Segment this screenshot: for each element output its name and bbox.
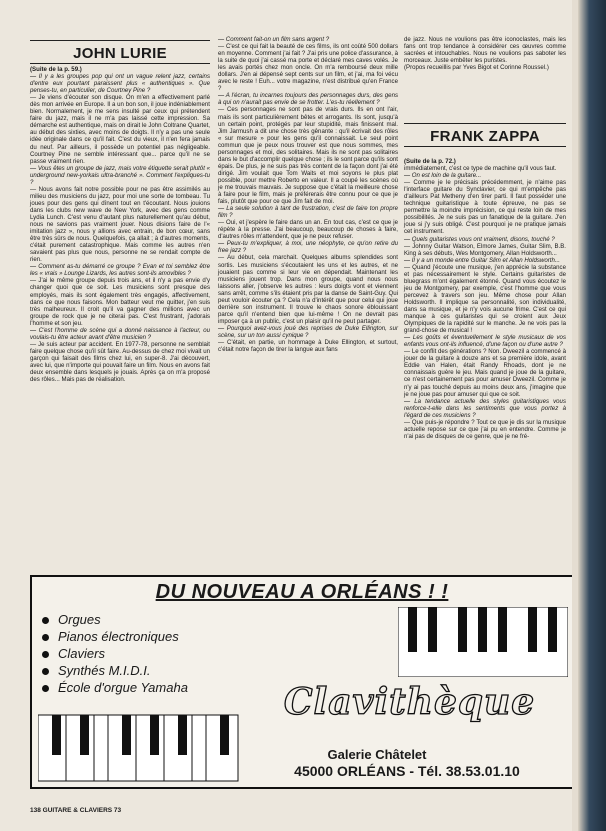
question: — C'est l'homme de scène qui a donné naissance à l'acteur, ou voulais-tu être acteur avant d'être musicien ? — [30, 326, 210, 341]
right-column-top — [404, 36, 566, 71]
ad-address-line2: 45000 ORLÉANS - Tél. 38.53.01.10 — [294, 763, 520, 779]
magazine-name: GUITARE & CLAVIERS 73 — [42, 807, 122, 814]
answer: — Oui, et j'espère le faire dans un an. En tout cas, c'est ce que je répète à la presse. J'ai beaucoup, beaucoup de choses à faire, d'autres rôles m'attendent, que je ne peux refuser. — [218, 219, 398, 241]
continued-note: (Suite de la p. 59.) — [30, 66, 82, 73]
answer: — J'ai le même groupe depuis trois ans, et il n'y a pas envie d'y changer quoi que ce soit. Les musiciens sont presque des employés, mais ils sont également très engagés, affectivement, dans ce que nous faisons. Mon batteur veut me quitter, j'en suis très malheureux. Il croit qu'il va gagner des millions avec un groupe de rock que je ne citerai pas. C'est frustrant, j'adorais l'homme et son jeu. — [30, 277, 210, 327]
answer: — C'était, en partie, un hommage à Duke Ellington, et surtout, c'était notre façon de tirer la langue aux fans — [218, 339, 398, 354]
piano-keys-top-illustration — [398, 607, 568, 677]
advertisement-clavitheque — [30, 575, 574, 789]
list-item: Pianos électroniques — [42, 628, 188, 645]
title-rule-top — [404, 123, 566, 124]
question: — Comment fait-on un film sans argent ? — [218, 36, 330, 43]
adjacent-page-edge — [578, 0, 606, 831]
middle-column — [218, 36, 398, 353]
list-item: Orgues — [42, 611, 188, 628]
answer: — Nous avons fait notre possible pour ne pas être assimilés au milieu des musiciens du jazz, pour moi une sorte de tombeau. Tu joues pour des gens qui dînent tout en t'écoutant. Nous jouions dans les clubs new wave de New York, avec des gens comme Lydia Lunch. C'est venu d'autant plus naturellement qu'au début, nous ne savions pas vraiment jouer. Nous disions faire de l'« imitation jazz », nous y allions avec entrain, de bon cœur, sans être très sûrs de nous. Quelquefois, ça allait ; à d'autres moments, c'était purement catastrophique. Mais comme les autres n'en savaient pas plus que nous, personne ne se rendait compte de rien. — [30, 185, 210, 264]
question: — A l'écran, tu incarnes toujours des personnages durs, des gens à qui on n'aurait pas envie de se frotter. L'es-tu réellement ? — [218, 92, 398, 107]
page-number: 138 — [30, 807, 41, 814]
article-title-frank-zappa: FRANK ZAPPA — [430, 128, 540, 145]
question: — Pourquoi avez-vous joué des reprises de Duke Ellington, sur scène, sur un ton aussi cynique ? — [218, 324, 398, 339]
left-column — [30, 66, 210, 383]
question: — Quels guitaristes vous ont vraiment, disons, touché ? — [404, 235, 555, 243]
question: — Vous êtes un groupe de jazz, mais votre étiquette serait plutôt « underground new-yorkais ultra-branché ». Comment l'expliques-tu ? — [30, 164, 210, 186]
question: — La seule solution à tant de frustration, c'est de faire ton propre film ? — [218, 205, 398, 220]
article-title-john-lurie: JOHN LURIE — [73, 45, 167, 62]
question: — On est loin de la guitare... — [404, 172, 482, 180]
list-item: Synthés M.I.D.I. — [42, 662, 188, 679]
right-column — [404, 158, 566, 440]
question: — Peux-tu m'expliquer, à moi, une néophyte, ce qu'on retire du free jazz ? — [218, 240, 398, 255]
question: — La tendance actuelle des styles guitaristiques vous renforce-t-elle dans les sentiments que vous portez à l'égard de ces musiciens ? — [404, 397, 566, 419]
answer: — Quand j'écoute une musique, j'en apprécie la substance et pas nécessairement le style. Certains guitaristes de bluegrass m'ont également étonné. Quand vous écoutez le jeu de Montgomery, par exemple, c'est l'homme que vous percevez à travers son jeu. Même chose pour Allan Holdsworth. Il implique sa personnalité, son individualité, dans sa musique, et je n'y vois aucune frime. C'est ce qui manque à ces guitaristes qui se croient aux Jeux Olympiques de la rapidité sur le manche. Je ne vois pas la grand-chose de musical ! — [404, 263, 566, 335]
list-item: Claviers — [42, 645, 188, 662]
title-rule-bottom — [30, 63, 210, 64]
bullet-icon — [42, 668, 49, 675]
title-rule-bottom — [404, 146, 566, 147]
answer: de jazz. Nous ne voulions pas être iconoclastes, mais les fans ont trop tendance à considérer ces œuvres comme sacrées et intouchables. Nous ne voulions pas saboter les morceaux. Juste embêter les puristes. — [404, 36, 566, 65]
answer: — Que puis-je répondre ? Tout ce que je dis sur la musique actuelle repose sur ce que j'ai pu en entendre. Comme je n'ai pas de disques de ce genre, que je ne fré- — [404, 418, 566, 440]
question: — Les goûts et éventuellement le style musicaux de vos enfants vous ont-ils influencé, d'une façon ou d'une autre ? — [404, 334, 566, 349]
bullet-icon — [42, 617, 49, 624]
answer: immédiatement, c'est ce type de machine qu'il vous faut. — [404, 165, 557, 173]
bullet-icon — [42, 634, 49, 641]
question: — Comment as-tu démarré ce groupe ? Evan et toi semblez être les « vrais » Lounge Lizards, les autres sont-ils amovibles ? — [30, 263, 210, 278]
question: — Il y a un monde entre Guitar Slim et Allan Holdsworth... — [404, 256, 560, 264]
answer: — C'est ce qui fait la beauté de ces films, ils ont coûté 500 dollars en moyenne. Comment j'ai fait ? J'ai pris une police d'assurance, à la suite de quoi j'ai cassé ma porte et déclaré mes caves volés. Je les avais portés chez mon oncle. On m'a remboursé deux mille dollars. J'en ai dépensé sept cents sur un film, et j'ai, ma foi vécu avec le reste ! Euh... votre magazine, n'est distribué qu'en France ? — [218, 43, 398, 93]
answer: — Johnny Guitar Watson, Elmore James, Guitar Slim, B.B. King à ses débuts, Wes Montgomery, Allan Holdsworth... — [404, 242, 566, 257]
ad-product-list — [42, 611, 188, 696]
bullet-icon — [42, 651, 49, 658]
answer: — Je viens d'écouter son disque. On m'en a effectivement parlé dès mon arrivée en Europe. Il a un bon son, il joue indéniablement bien. Normalement, je me sens insulté par ceux qui prétendent faire du jazz, mais il ne m'a pas laissé cette impression. Sa démarche est authentique, mais on dirait le John Coltrane Quartet, au début des sixties, avec moins de doigts. Il n'y a pas une seule idée originale dans ce qu'il fait. C'est du vieux, il n'en fera jamais du neuf. Par ailleurs, il possède un potentiel pas négligeable. Courtney Pine ne semble intéressant que... parce qu'il ne se passe vraiment rien. — [30, 94, 210, 165]
list-item: École d'orgue Yamaha — [42, 679, 188, 696]
question: — Il y a les groupes pop qui ont un vague relent jazz, certains d'entre eux pourtant paraissent plus « authentiques ». Que penses-tu, en particulier, de Courtney Pine ? — [30, 73, 210, 95]
ad-headline: DU NOUVEAU A ORLÉANS ! ! — [155, 581, 449, 603]
answer: — Au début, cela marchait. Quelques albums splendides sont sortis. Les musiciens s'écoutaient les uns et les autres, et ne jouaient pas comme si leur vie en dépendait. Maintenant les musiciens jouent trop. Dans mon groupe, quand nous nous laissons aller, j'observe les autres : leurs doigts vont et viennent sans arrêt, comme s'ils étaient pris par la danse de Saint-Guy. Qui peut vouloir écouter ça ? Cela n'a d'intérêt que pour celui qui joue derrière son instrument. Il trouve le chaos sonore éblouissant parce qu'il n'entend bien que lui-même ! On ne devrait pas imposer ça à un public, c'est un plaisir qu'il ne peut partager. — [218, 254, 398, 325]
continued-note: (Suite de la p. 72.) — [404, 158, 456, 165]
credits: (Propos recueillis par Yves Bigot et Corinne Roussel.) — [404, 64, 549, 72]
bullet-icon — [42, 685, 49, 692]
page-footer — [30, 807, 121, 814]
title-rule-top — [30, 40, 210, 41]
answer: — Comme je le précisais précédemment, je n'aime pas l'interface guitare du Synclavier, ce qui m'empêche pas d'ailleurs Pat Metheny d'en tirer parti. Il faut posséder une technique guitaristique à toute épreuve, ne pas se permettre la moindre imprécision, ce qui reste loin de mes possibilités. Je ne suis pas un fanatique de la guitare. J'en joue si j'y suis obligé. C'est pourquoi je ne pratique jamais cet instrument. — [404, 179, 566, 236]
answer: — Ces personnages ne sont pas de vrais durs. Ils en ont l'air, mais ils sont particulièrement bêtes et arrogants. Ils sont, jusqu'à un certain point, protégés par leur stupidité, mais finissent mal. Jim Jarmush a dit une chose très gênante : qu'il écrivait des rôles « sur mesure » pour les gens qu'il connaissait. Le seul point commun que je peux nous trouver est que nous sommes, mes personnages et moi, des solitaires. Mais ils ne sont pas solitaires dans le but d'accomplir quelque chose ; ils le sont parce qu'ils sont épais. De plus, je ne suis pas très content de la façon dont j'ai été dirigé. Jim voulait que Tom Waits et moi soyons le plus plat possible, pour mettre Roberto en valeur. Il a coupé les scènes où je me trouvais mauvais. Je suppose que c'était la meilleure chose à faire pour le film, mais je préférerais être connu pour ce que je fais, plutôt que pour ce que Jim fait de moi. — [218, 106, 398, 206]
answer: — Le conflit des générations ? Non. Dweezil a commencé à jouer de la guitare à douze ans et sa première idole, avant Eddie van Halen, était Randy Rhoads, dont je ne connaissais guère le jeu. Mais quand je joue de la guitare, ce n'est certainement pas pour amuser Dweezil. Comme je n'y ai pas touché depuis au moins deux ans, j'imagine que je ne joue pas pour amuser qui que ce soit. — [404, 348, 566, 398]
ad-address-line1: Galerie Châtelet — [327, 747, 427, 762]
brand-logo-clavitheque: Clavithèque — [283, 681, 536, 723]
answer: — Je suis acteur par accident. En 1977-78, personne ne semblait faire quelque chose qu'il sût faire. Au-dessus de chez moi vivait un garçon qui faisait des films chez lui, en super-8. J'ai découvert, avec lui, que n'importe qui pouvait faire un film. Nous en avons fait deux ensemble dans lesquels je jouais. Après ça on m'a proposé des rôles... Mais pas de réalisation. — [30, 340, 210, 384]
